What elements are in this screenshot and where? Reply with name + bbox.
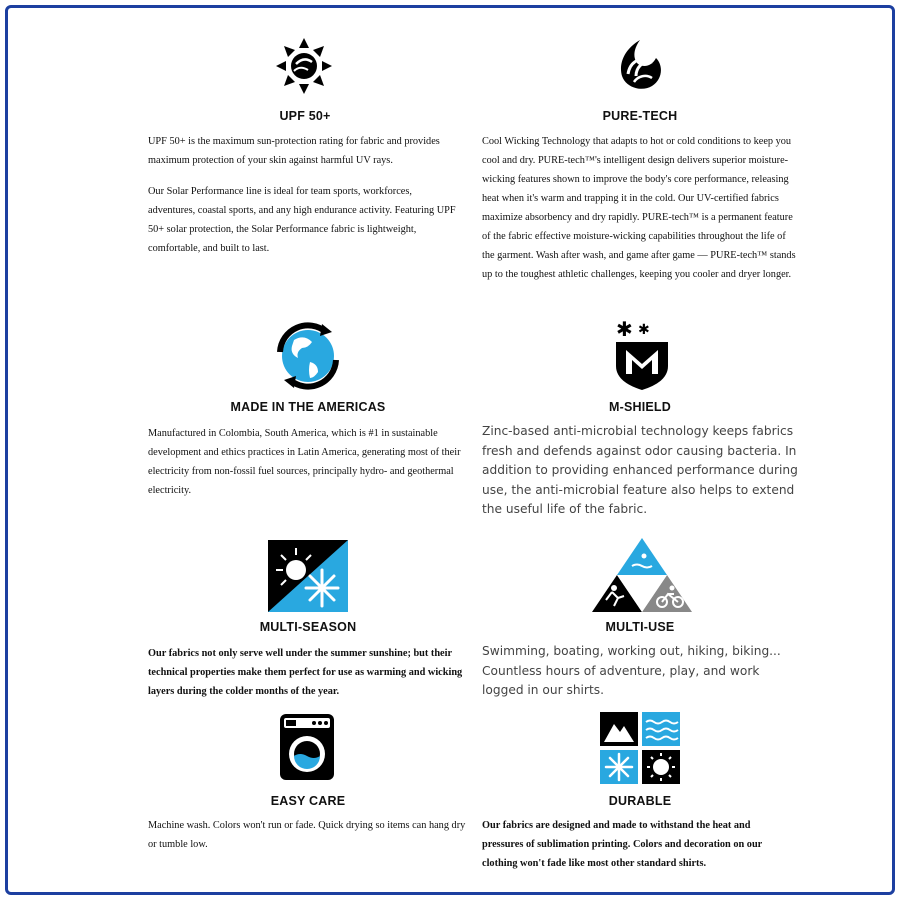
feature-title: PURE-TECH xyxy=(602,109,678,123)
sun-snowflake-icon xyxy=(268,540,348,612)
feature-paragraph: Swimming, boating, working out, hiking, biking... Countless hours of adventure, play, and work logged in our shirts. xyxy=(482,644,781,697)
feature-title: DURABLE xyxy=(608,794,672,808)
sun-icon xyxy=(274,36,334,94)
feature-title: M-SHIELD xyxy=(608,400,671,414)
feature-paragraph: Machine wash. Colors won't run or fade. Quick drying so items can hang dry or tumble low. xyxy=(148,820,466,850)
feature-paragraph: Our fabrics not only serve well under the summer sunshine; but their technical properties make them perfect for use as warming and wicking layers during the colder months of the year. xyxy=(148,648,463,697)
feature-paragraph: UPF 50+ is the maximum sun-protection rating for fabric and provides maximum protection of your skin against harmful UV rays. xyxy=(148,136,440,166)
feature-paragraph: Our fabrics are designed and made to withstand the heat and pressures of sublimation printing. Colors and decoration on our clothing won't fade like most other standard shirts. xyxy=(482,820,763,869)
feature-title: EASY CARE xyxy=(270,794,346,808)
feature-paragraph: Zinc-based anti-microbial technology keeps fabrics fresh and defends against odor causing bacteria. In addition to providing enhanced performance during use, the anti-microbial feature also helps to extend the useful life of the fabric. xyxy=(482,424,798,516)
flame-swirl-icon xyxy=(612,36,668,94)
feature-paragraph: Manufactured in Colombia, South America, which is #1 in sustainable development and ethics practices in Latin America, generating most of their electricity from non-fossil fuel sources, principally hydro- and geothermal electricity. xyxy=(148,428,461,496)
feature-paragraph: Our Solar Performance line is ideal for team sports, workforces, adventures, coastal sports, and any high endurance activity. Featuring UPF 50+ solar protection, the Solar Performance fabric is lightweight, comfortable, and built to last. xyxy=(148,186,456,254)
feature-title: MADE IN THE AMERICAS xyxy=(230,400,386,414)
shield-m-icon xyxy=(612,318,672,392)
feature-paragraph: Cool Wicking Technology that adapts to hot or cold conditions to keep you cool and dry. PURE-tech™'s intelligent design delivers superior moisture-wicking features shown to improve the body's core performance, releasing heat when it's warm and trapping it in the cold. Our UV-certified fabrics maximize absorbency and dry rapidly. PURE-tech™ is a permanent feature of the fabric effective moisture-wicking capabilities throughout the life of the garment. Wash after wash, and game after game — PURE-tech™ stands up to the toughest athletic challenges, keeping you cooler and dryer longer. xyxy=(482,136,796,280)
globe-recycle-icon xyxy=(270,318,346,394)
feature-title: MULTI-USE xyxy=(605,620,675,634)
activity-triangle-icon xyxy=(592,538,692,612)
feature-title: UPF 50+ xyxy=(279,109,331,123)
feature-title: MULTI-SEASON xyxy=(259,620,357,634)
svg-text:✱: ✱ xyxy=(616,318,633,341)
washing-machine-icon xyxy=(280,714,334,780)
svg-text:✱: ✱ xyxy=(638,322,650,338)
weather-grid-icon xyxy=(600,712,680,784)
